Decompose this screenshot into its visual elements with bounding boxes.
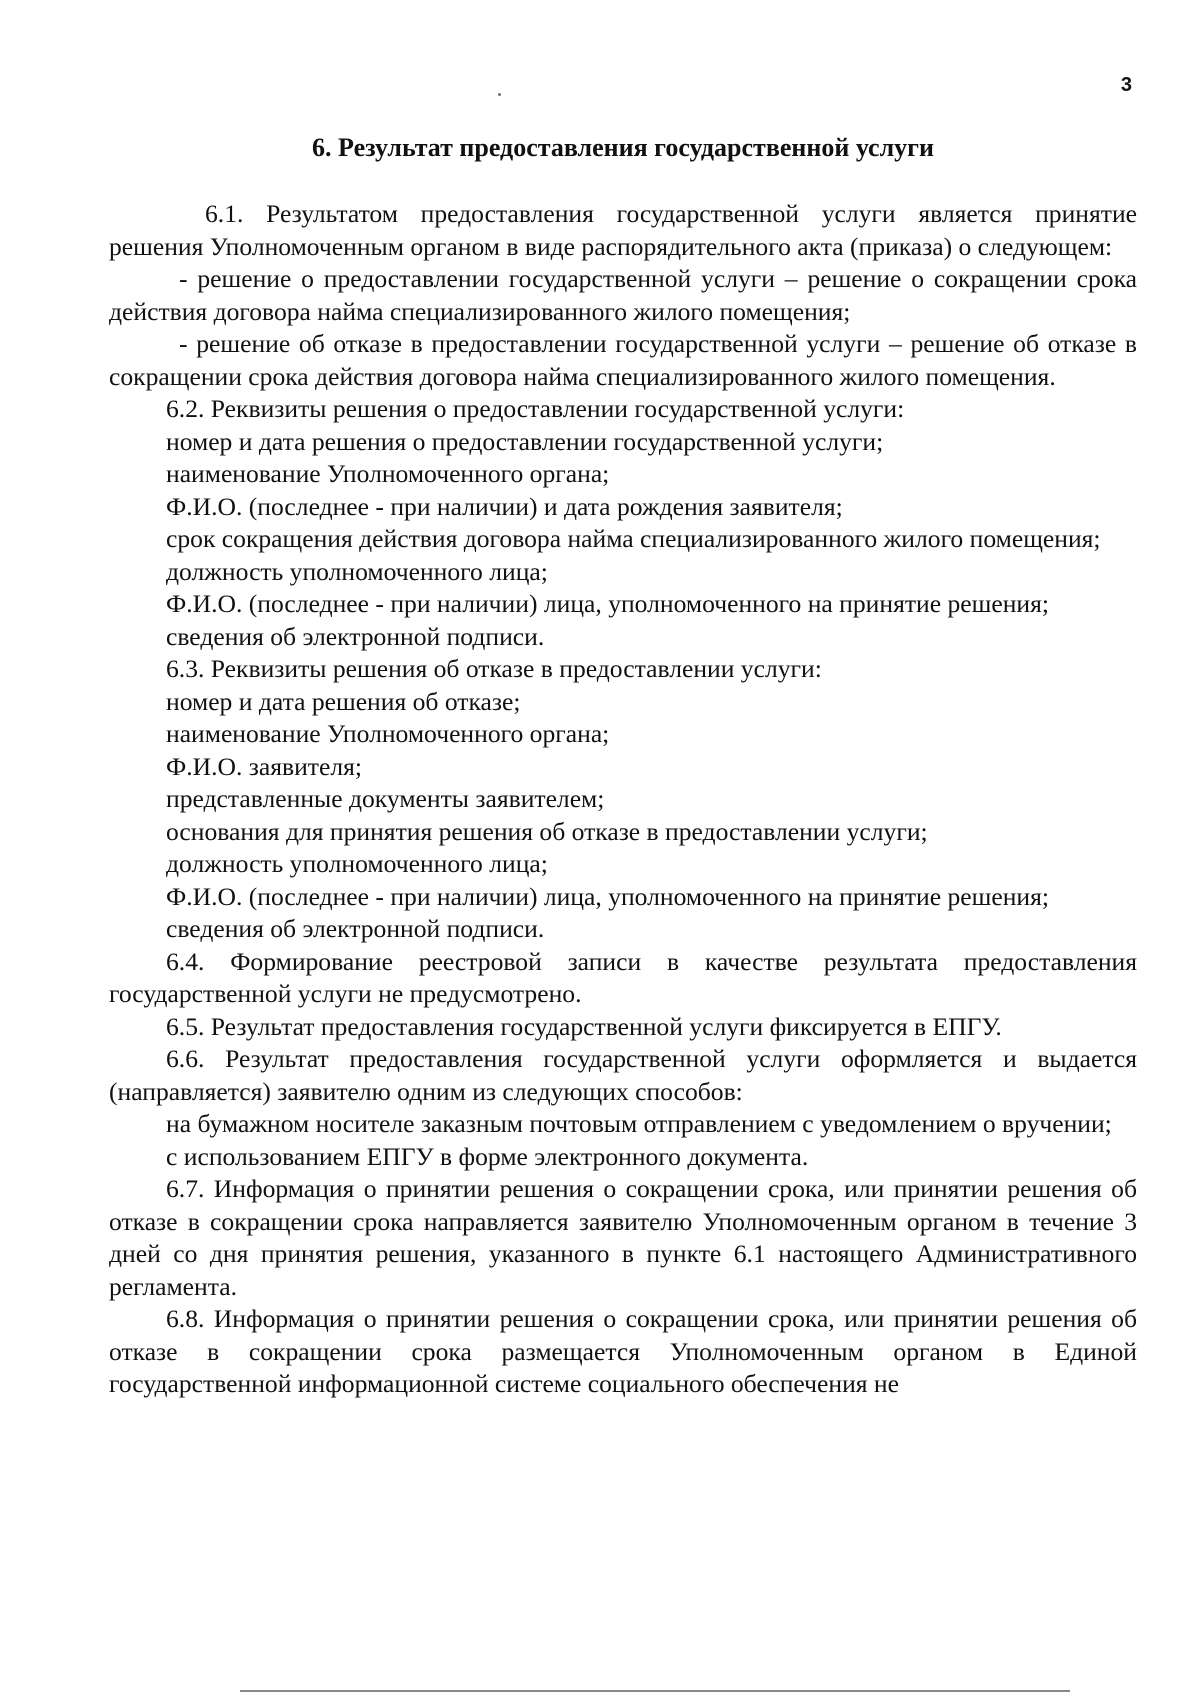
paragraph: наименование Уполномоченного органа;	[166, 719, 610, 748]
section-heading: 6. Результат предоставления государственной услуги	[312, 133, 934, 162]
paragraph: Ф.И.О. (последнее - при наличии) и дата рождения заявителя;	[166, 491, 843, 521]
paragraph: должность уполномоченного лица;	[166, 556, 548, 586]
page-number: 3	[1120, 74, 1132, 96]
paragraph: Ф.И.О. заявителя;	[166, 751, 363, 781]
paragraph: с использованием ЕПГУ в форме электронного документа.	[166, 1141, 809, 1171]
paragraph: 6.5. Результат предоставления государственной услуги фиксируется в ЕПГУ.	[166, 1011, 1002, 1041]
paragraph: Ф.И.О. (последнее - при наличии) лица, уполномоченного на принятие решения;	[166, 589, 1049, 618]
document-body	[109, 198, 1137, 1401]
paragraph: 6.7. Информация о принятии решения о сокращении срока, или принятии решения об отказе в сокращении срока направляется заявителю Уполномоченным органом в течение 3 дней со дня принятия решения, указанного в пункте 6.1 настоящего Административного регламента.	[109, 1174, 1137, 1301]
paragraph: номер и дата решения о предоставлении государственной услуги;	[166, 426, 884, 456]
paragraph: сведения об электронной подписи.	[166, 914, 545, 943]
paragraph: срок сокращения действия договора найма специализированного жилого помещения;	[166, 524, 1101, 553]
paragraph: на бумажном носителе заказным почтовым отправлением с уведомлением о вручении;	[166, 1109, 1112, 1138]
paragraph: номер и дата решения об отказе;	[166, 686, 521, 716]
paragraph: основания для принятия решения об отказе в предоставлении услуги;	[166, 816, 928, 846]
paragraph: 6.2. Реквизиты решения о предоставлении государственной услуги:	[166, 394, 905, 423]
scan-speck	[498, 93, 501, 96]
paragraph: - решение об отказе в предоставлении государственной услуги – решение об отказе в сокращении срока действия договора найма специализированного жилого помещения.	[109, 329, 1137, 391]
paragraph: 6.8. Информация о принятии решения о сокращении срока, или принятии решения об отказе в сокращении срока размещается Уполномоченным органом в Единой государственной информационной системе социального обеспечения не	[109, 1304, 1137, 1398]
paragraph: должность уполномоченного лица;	[166, 849, 548, 878]
paragraph: Ф.И.О. (последнее - при наличии) лица, уполномоченного на принятие решения;	[166, 881, 1049, 911]
paragraph: 6.1. Результатом предоставления государственной услуги является принятие решения Уполномоченным органом в виде распорядительного акта (приказа) о следующем:	[109, 199, 1137, 261]
scan-edge-line	[240, 1690, 1070, 1692]
paragraph: сведения об электронной подписи.	[166, 621, 545, 651]
paragraph: 6.4. Формирование реестровой записи в качестве результата предоставления государственной услуги не предусмотрено.	[109, 946, 1137, 1008]
paragraph: - решение о предоставлении государственной услуги – решение о сокращении срока действия договора найма специализированного жилого помещения;	[109, 264, 1137, 326]
paragraph: наименование Уполномоченного органа;	[166, 459, 610, 488]
paragraph: 6.6. Результат предоставления государственной услуги оформляется и выдается (направляется) заявителю одним из следующих способов:	[109, 1044, 1137, 1106]
paragraph: представленные документы заявителем;	[166, 784, 605, 813]
paragraph: 6.3. Реквизиты решения об отказе в предоставлении услуги:	[166, 654, 822, 683]
